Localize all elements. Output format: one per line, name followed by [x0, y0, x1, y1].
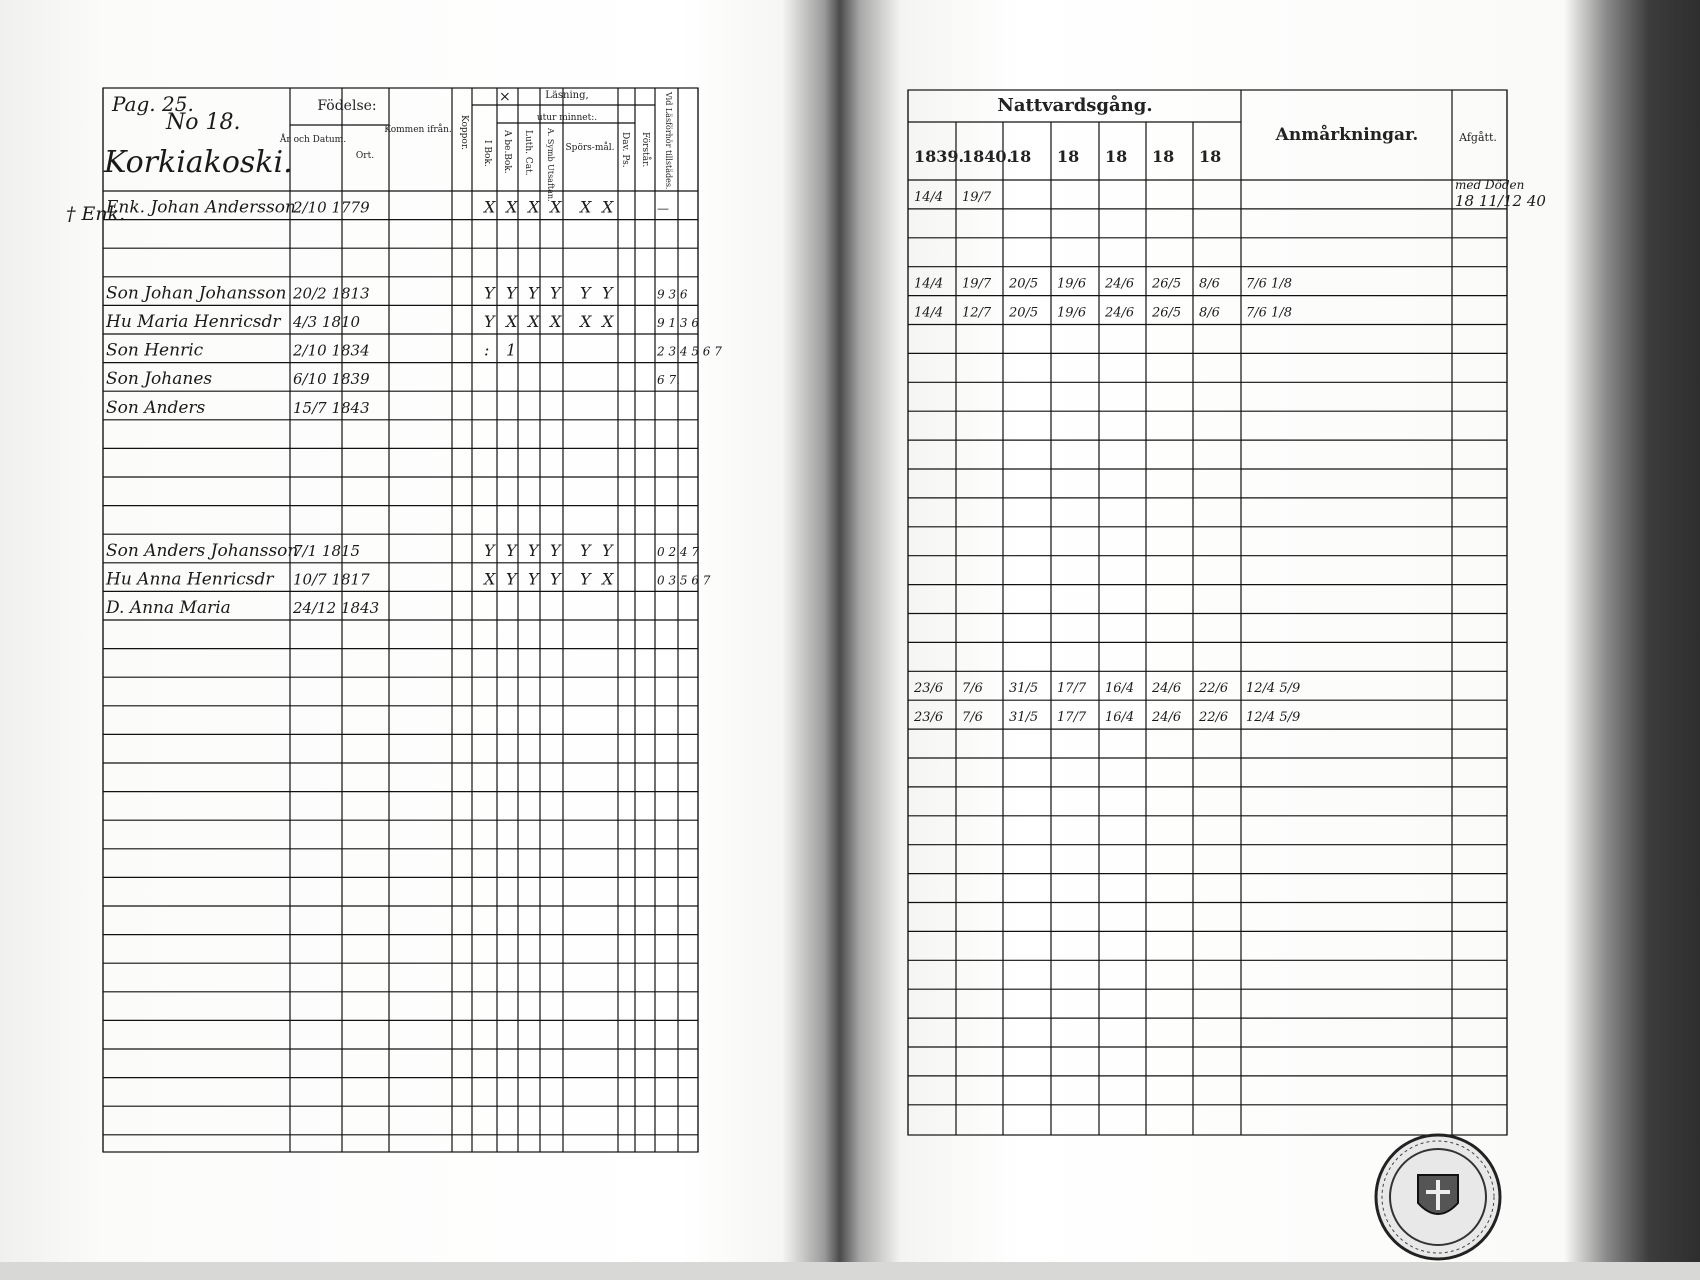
person-name: Son Henric [106, 340, 204, 361]
communion-date: 17/7 [1057, 681, 1087, 697]
birth-date: 7/1 1815 [293, 541, 361, 560]
communion-date: 14/4 [914, 276, 944, 292]
reading-mark: Y [484, 312, 495, 331]
communion-date: 7/6 [962, 710, 983, 726]
birth-date: 2/10 1834 [293, 341, 370, 360]
attendance-marks: 0 3 5 6 7 [657, 573, 711, 588]
reading-mark: X [484, 569, 496, 589]
reading-mark: Y [602, 283, 613, 303]
communion-date: 26/5 [1152, 276, 1182, 292]
reading-mark: Y [506, 540, 517, 560]
header-ort: Ort. [355, 151, 375, 161]
reading-mark: Y [580, 283, 591, 303]
header-lasning: Läsning, [545, 90, 589, 101]
reading-mark: X [580, 312, 592, 331]
afgatt-note-line2: 18 11/12 40 [1455, 192, 1546, 210]
reading-mark: X [506, 312, 518, 331]
communion-date: 16/4 [1105, 681, 1135, 697]
reading-mark: X [602, 569, 614, 589]
reading-mark: Y [528, 283, 539, 303]
reading-mark: Y [550, 569, 561, 589]
header-a-symb: A. Symb Utsaftan. [546, 128, 555, 202]
right-frame [908, 90, 1507, 1135]
reading-mark: X [602, 312, 614, 331]
communion-date: 24/6 [1152, 681, 1182, 697]
year-header: 18 [1152, 147, 1175, 166]
right-page-entries [913, 190, 1300, 725]
left-page-entries [105, 198, 722, 618]
communion-date: 24/6 [1152, 710, 1182, 726]
year-header: 1839. [914, 147, 965, 166]
communion-date: 14/4 [914, 189, 944, 205]
margin-note: † Enk. [66, 203, 126, 225]
person-name: Hu Anna Henricsdr [106, 569, 274, 590]
extra-dates: 7/6 1/8 [1246, 305, 1292, 321]
header-anmarkningar: Anmårkningar. [1275, 125, 1419, 145]
communion-date: 7/6 [962, 681, 983, 697]
reading-mark: Y [550, 540, 561, 560]
communion-date: 20/5 [1009, 276, 1039, 292]
birth-date: 4/3 1810 [293, 313, 361, 331]
reading-mark: Y [528, 569, 539, 589]
header-vid-lasforhor: Vid Läsförhör tillstädes. [664, 92, 673, 190]
communion-date: 19/7 [962, 189, 992, 205]
person-name: D. Anna Maria [106, 598, 231, 618]
reading-mark: Y [506, 283, 517, 303]
birth-date: 6/10 1839 [293, 370, 370, 389]
communion-date: 23/6 [914, 681, 944, 697]
extra-dates: 12/4 5/9 [1246, 681, 1301, 697]
communion-date: 22/6 [1199, 681, 1229, 697]
communion-date: 14/4 [914, 305, 944, 321]
attendance-marks: — [657, 201, 669, 216]
header-cross-mark: × [499, 89, 511, 105]
person-name: Hu Maria Henricsdr [106, 312, 281, 332]
reading-mark: X [580, 197, 592, 217]
reading-mark: X [602, 197, 614, 217]
header-luth-cat: Luth. Cat. [523, 130, 533, 176]
person-name: Son Johan Johansson [106, 283, 287, 304]
header-afgatt: Afgått. [1459, 131, 1497, 144]
person-name: Son Anders Johansson [106, 540, 299, 561]
communion-date: 26/5 [1152, 305, 1182, 321]
communion-date: 19/7 [962, 276, 992, 292]
header-fodelse: Födelse: [317, 98, 377, 114]
communion-date: 17/7 [1057, 710, 1087, 726]
attendance-marks: 6 7. [657, 373, 680, 388]
reading-mark: X [528, 197, 540, 217]
reading-mark: 1 [506, 340, 517, 360]
header-dav-ps: Dav. Ps. [620, 132, 630, 168]
header-ar-och-datum: År och Datum. [279, 135, 347, 145]
communion-date: 19/6 [1057, 305, 1087, 321]
year-header: 18 [1057, 147, 1080, 166]
header-koppor: Koppor. [459, 115, 469, 151]
birth-date: 24/12 1843 [293, 599, 380, 617]
header-sporsmal: Spörs-mål. [565, 143, 615, 153]
reading-mark: Y [484, 283, 495, 303]
communion-date: 8/6 [1199, 276, 1220, 292]
reading-mark: Y [580, 540, 591, 560]
communion-date: 16/4 [1105, 710, 1135, 726]
afgatt-note-line1: med Döden [1455, 178, 1525, 192]
header-kommen-ifran: Kommen ifrån. [384, 125, 452, 135]
attendance-marks: 9 3 6 [657, 287, 688, 302]
birth-date: 10/7 1817 [293, 570, 370, 589]
reading-mark: Y [484, 540, 495, 560]
left-page-grid [103, 88, 698, 1152]
extra-dates: 7/6 1/8 [1246, 276, 1292, 292]
year-headers [914, 147, 1221, 166]
reading-mark: X [550, 312, 562, 331]
right-page-grid [908, 90, 1507, 1135]
reading-mark: X [484, 197, 496, 217]
header-forstar: Förstår. [640, 132, 650, 168]
attendance-marks: 0 2 4 7 [657, 544, 699, 559]
header-i-bok: I Bok. [482, 140, 492, 167]
farm-name: Korkiakoski. [104, 145, 293, 180]
header-a-be-bok: A be.Bok. [502, 130, 512, 174]
year-header: 18 [1199, 147, 1222, 166]
page-ref: Pag. 25. [112, 92, 194, 116]
communion-date: 24/6 [1105, 305, 1135, 321]
communion-date: 31/5 [1009, 710, 1039, 726]
year-header: 1840. [962, 147, 1013, 166]
header-utur-minnet: utur minnet:. [536, 113, 598, 123]
header-nattvardsgang: Nattvardsgång. [997, 95, 1153, 116]
person-name: Son Anders [106, 397, 206, 418]
birth-date: 15/7 1843 [293, 398, 370, 417]
communion-date: 24/6 [1105, 276, 1135, 292]
reading-mark: X [528, 312, 540, 331]
reading-mark: Y [602, 540, 613, 560]
attendance-marks: 9 1 3 6 [657, 316, 699, 330]
extra-dates: 12/4 5/9 [1246, 710, 1301, 726]
attendance-marks: 2 3 4 5 6 7 [657, 344, 722, 359]
farm-number: No 18. [166, 110, 241, 135]
reading-mark: Y [550, 283, 561, 303]
person-name: Enk. Johan Andersson [106, 197, 296, 218]
birth-date: 20/2 1813 [293, 284, 370, 303]
birth-date: 2/10 1779 [293, 198, 370, 217]
reading-mark: X [550, 197, 562, 217]
communion-date: 22/6 [1199, 710, 1229, 726]
year-header: 18 [1105, 147, 1128, 166]
communion-date: 19/6 [1057, 276, 1087, 292]
person-name: Son Johanes [106, 369, 213, 390]
year-header: 18 [1009, 147, 1032, 166]
communion-date: 31/5 [1009, 681, 1039, 697]
communion-date: 23/6 [914, 710, 944, 726]
reading-mark: X [506, 197, 518, 217]
reading-mark: Y [506, 569, 517, 589]
communion-date: 8/6 [1199, 305, 1220, 321]
reading-mark: Y [528, 540, 539, 560]
library-seal [1376, 1135, 1500, 1259]
communion-date: 12/7 [962, 305, 992, 321]
reading-mark: Y [580, 569, 591, 589]
communion-date: 20/5 [1009, 305, 1039, 321]
reading-mark: : [484, 340, 490, 360]
